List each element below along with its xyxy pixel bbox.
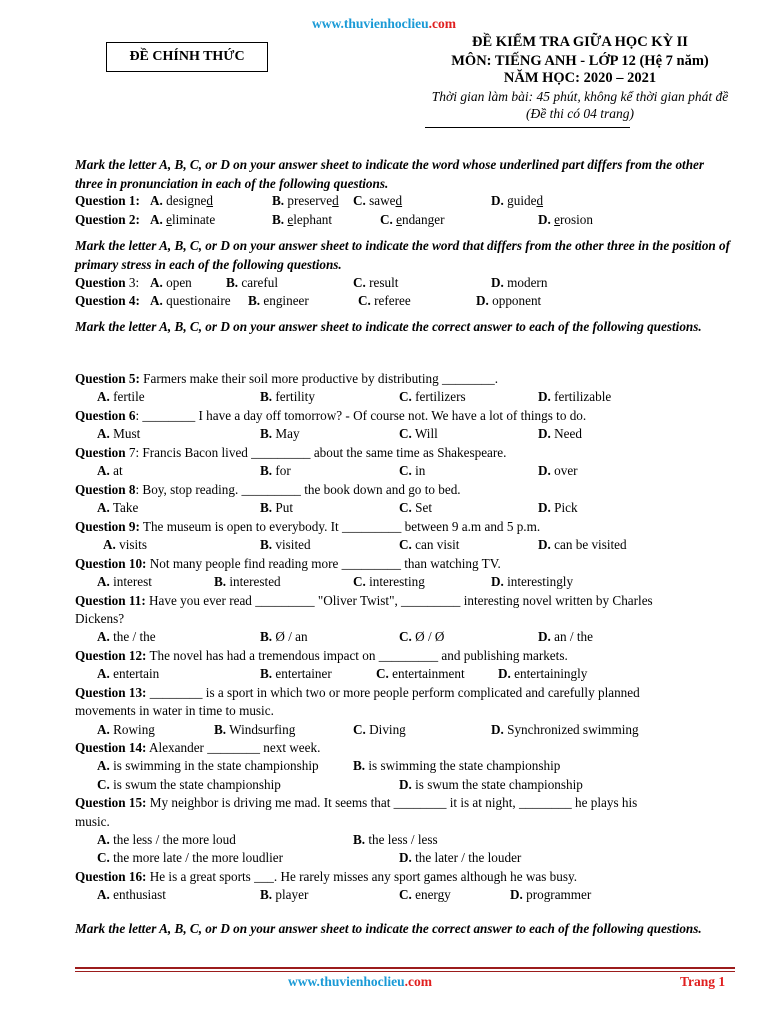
question-15: Question 15: My neighbor is driving me mad. It seems that ________ it is at night, ________ he plays his (75, 795, 638, 810)
site-url-top[interactable]: www.thuvienhoclieu.com (311, 16, 457, 31)
option-a: A. the / the (97, 629, 156, 644)
option-b: B. careful (226, 275, 278, 290)
option-b: B. Put (260, 500, 293, 515)
exam-year: NĂM HỌC: 2020 – 2021 (503, 70, 657, 86)
question-12: Question 12: The novel has had a tremendous impact on _________ and publishing markets. (75, 648, 568, 663)
option-b: B. elephant (272, 212, 333, 227)
question-10-options (0, 574, 768, 592)
question-5-options (0, 389, 768, 407)
official-label: ĐỀ CHÍNH THỨC (106, 42, 268, 72)
exam-subject: MÔN: TIẾNG ANH - LỚP 12 (Hệ 7 năm) (451, 53, 709, 69)
option-d: D. guided (491, 193, 544, 208)
option-c: C. fertilizers (399, 389, 466, 404)
footer-divider-thin (75, 971, 735, 972)
question-1 (0, 193, 768, 211)
instruction-pronunciation: Mark the letter A, B, C, or D on your answer sheet to indicate the word whose underlined part differs from the other three in pronunciation in each of the following questions. (75, 157, 705, 191)
exam-title: ĐỀ KIỂM TRA GIỮA HỌC KỲ II (472, 34, 688, 50)
question-label: Question 1: (75, 193, 140, 208)
option-a: A. Must (97, 426, 141, 441)
option-b: B. fertility (260, 389, 315, 404)
option-b: B. visited (260, 537, 311, 552)
option-b: B. entertainer (260, 666, 332, 681)
option-d: D. an / the (538, 629, 593, 644)
option-b: B. for (260, 463, 291, 478)
question-14-options-cd (0, 777, 768, 795)
question-15-cont: music. (75, 814, 110, 829)
question-5: Question 5: Farmers make their soil more productive by distributing ________. (75, 371, 499, 386)
option-a: A. designed (150, 193, 214, 208)
option-d: D. fertilizable (538, 389, 612, 404)
option-a: A. interest (97, 574, 152, 589)
option-d: D. modern (491, 275, 548, 290)
question-12-options (0, 666, 768, 684)
page-number: Trang 1 (680, 974, 726, 989)
option-b: B. interested (214, 574, 281, 589)
option-c: C. result (353, 275, 399, 290)
option-b: B. Ø / an (260, 629, 308, 644)
option-c: C. energy (399, 887, 451, 902)
option-a: A. visits (103, 537, 147, 552)
question-11: Question 11: Have you ever read _________ "Oliver Twist", _________ interesting novel written by Charles (75, 593, 653, 608)
question-14-options-ab (0, 758, 768, 776)
site-url-bottom[interactable]: www.thuvienhoclieu.com (287, 974, 433, 989)
option-b: B. player (260, 887, 309, 902)
option-a: A. fertile (97, 389, 145, 404)
option-d: D. entertainingly (498, 666, 588, 681)
option-a: A. open (150, 275, 192, 290)
option-d: D. opponent (476, 293, 542, 308)
option-d: D. is swum the state championship (399, 777, 583, 792)
option-a: A. Rowing (97, 722, 155, 737)
question-6-options (0, 426, 768, 444)
option-c: C. referee (358, 293, 411, 308)
question-13-options (0, 722, 768, 740)
option-c: C. can visit (399, 537, 460, 552)
option-d: D. over (538, 463, 578, 478)
option-a: A. entertain (97, 666, 160, 681)
question-13-cont: movements in water in time to music. (75, 703, 274, 718)
option-a: A. is swimming in the state championship (97, 758, 319, 773)
option-c: C. endanger (380, 212, 445, 227)
question-11-cont: Dickens? (75, 611, 125, 626)
question-9-options (0, 537, 768, 555)
instruction-stress: Mark the letter A, B, C, or D on your answer sheet to indicate the word that differs from the other three in the position of primary stress in each of the following questions. (75, 238, 731, 272)
option-d: D. Synchronized swimming (491, 722, 639, 737)
question-16-options (0, 887, 768, 905)
option-d: D. interestingly (491, 574, 574, 589)
question-15-options-cd (0, 850, 768, 868)
option-b: B. Windsurfing (214, 722, 296, 737)
question-10: Question 10: Not many people find reading more _________ than watching TV. (75, 556, 501, 571)
exam-time: Thời gian làm bài: 45 phút, không kể thời gian phát đề (431, 89, 729, 104)
option-a: A. the less / the more loud (97, 832, 236, 847)
question-7: Question 7: Francis Bacon lived _________ about the same time as Shakespeare. (75, 445, 507, 460)
option-c: C. Will (399, 426, 438, 441)
question-15-options-ab (0, 832, 768, 850)
question-13: Question 13: ________ is a sport in which two or more people perform complicated and carefully planned (75, 685, 640, 700)
instruction-correct-answer: Mark the letter A, B, C, or D on your answer sheet to indicate the correct answer to each of the following questions. (75, 319, 702, 334)
option-c: C. Ø / Ø (399, 629, 445, 644)
question-14: Question 14: Alexander ________ next week. (75, 740, 321, 755)
option-a: A. eliminate (150, 212, 216, 227)
option-a: A. enthusiast (97, 887, 166, 902)
option-c: C. entertainment (376, 666, 465, 681)
option-c: C. sawed (353, 193, 403, 208)
option-c: C. is swum the state championship (97, 777, 281, 792)
exam-pages: (Đề thi có 04 trang) (526, 106, 634, 121)
option-a: A. at (97, 463, 123, 478)
option-d: D. programmer (510, 887, 592, 902)
option-d: D. the later / the louder (399, 850, 522, 865)
question-4 (0, 293, 768, 311)
option-a: A. Take (97, 500, 139, 515)
option-b: B. the less / less (353, 832, 438, 847)
option-b: B. is swimming the state championship (353, 758, 561, 773)
question-3 (0, 275, 768, 293)
question-label: Question 4: (75, 293, 140, 308)
option-c: C. Set (399, 500, 432, 515)
option-d: D. erosion (538, 212, 593, 227)
option-c: C. Diving (353, 722, 406, 737)
option-b: B. May (260, 426, 300, 441)
question-11-options (0, 629, 768, 647)
question-16: Question 16: He is a great sports ___. He rarely misses any sport games although he was busy. (75, 869, 578, 884)
question-label: Question 2: (75, 212, 140, 227)
option-c: C. interesting (353, 574, 425, 589)
option-d: D. Pick (538, 500, 578, 515)
option-c: C. in (399, 463, 426, 478)
instruction-correct-answer-2: Mark the letter A, B, C, or D on your answer sheet to indicate the correct answer to each of the following questions. (75, 921, 702, 936)
question-9: Question 9: The museum is open to everybody. It _________ between 9 a.m and 5 p.m. (75, 519, 541, 534)
question-8: Question 8: Boy, stop reading. _________ the book down and go to bed. (75, 482, 461, 497)
option-c: C. the more late / the more loudlier (97, 850, 284, 865)
footer-divider (75, 967, 735, 969)
question-2 (0, 212, 768, 230)
option-b: B. engineer (248, 293, 309, 308)
option-b: B. preserved (272, 193, 339, 208)
question-label: Question 3: (75, 275, 140, 290)
option-d: D. Need (538, 426, 582, 441)
question-8-options (0, 500, 768, 518)
question-6: Question 6: ________ I have a day off tomorrow? - Of course not. We have a lot of things to do. (75, 408, 587, 423)
header-divider (425, 127, 630, 128)
option-a: A. questionaire (150, 293, 231, 308)
question-7-options (0, 463, 768, 481)
option-d: D. can be visited (538, 537, 627, 552)
